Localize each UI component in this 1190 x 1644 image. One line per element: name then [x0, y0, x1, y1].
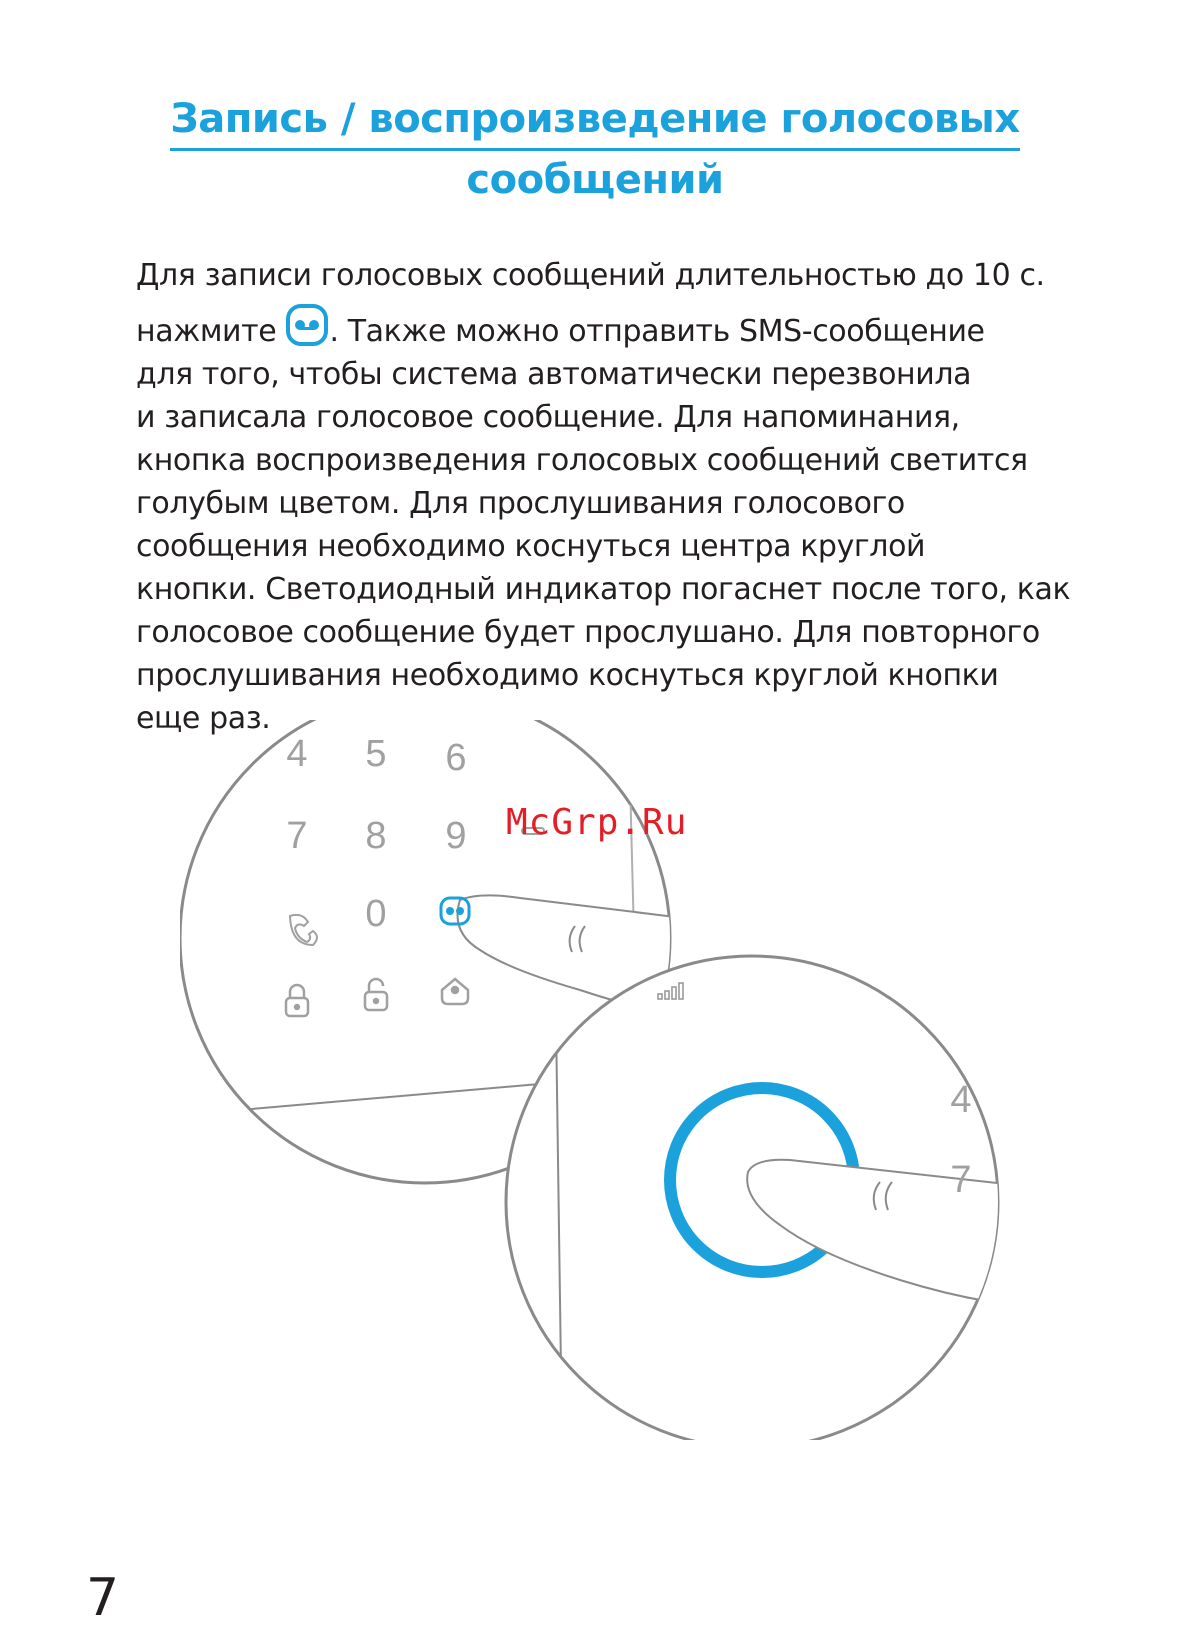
- key-8: 8: [365, 815, 387, 857]
- body-line-9: голосовое сообщение будет прослушано. Для повторного: [136, 615, 1040, 650]
- body-line-2-start: нажмите: [136, 314, 286, 349]
- body-paragraph: [136, 254, 1096, 740]
- body-line-2-end: . Также можно отправить SMS-сообщение: [329, 314, 985, 349]
- body-line-6: голубым цветом. Для прослушивания голосового: [136, 486, 905, 521]
- body-line-1: Для записи голосовых сообщений длительностью до 10 с.: [136, 258, 1045, 293]
- key-0: 0: [365, 893, 387, 935]
- body-line-8: кнопки. Светодиодный индикатор погаснет после того, как: [136, 572, 1071, 607]
- title-line-2: сообщений: [466, 157, 724, 203]
- body-line-11: еще раз.: [136, 701, 271, 736]
- body-line-3: для того, чтобы система автоматически перезвонила: [136, 357, 972, 392]
- body-line-4: и записала голосовое сообщение. Для напоминания,: [136, 400, 960, 435]
- key-9: 9: [445, 815, 467, 857]
- round-button-closeup: [506, 956, 1060, 1440]
- body-line-5: кнопка воспроизведения голосовых сообщений светится: [136, 443, 1028, 478]
- page-title: [0, 96, 1190, 203]
- key-7-zoom: 7: [950, 1159, 972, 1201]
- key-4-zoom: 4: [950, 1079, 972, 1121]
- voicemail-icon: [285, 303, 329, 347]
- watermark: McGrp.Ru: [506, 802, 688, 843]
- title-line-1: Запись / воспроизведение голосовых: [170, 96, 1019, 151]
- body-line-2: [136, 303, 1096, 353]
- key-4: 4: [286, 733, 308, 775]
- page-number: 7: [86, 1568, 120, 1628]
- body-line-10: прослушивания необходимо коснуться круглой кнопки: [136, 658, 999, 693]
- key-5: 5: [365, 733, 387, 775]
- key-7: 7: [286, 815, 308, 857]
- body-line-7: сообщения необходимо коснуться центра круглой: [136, 529, 926, 564]
- key-6: 6: [445, 737, 467, 779]
